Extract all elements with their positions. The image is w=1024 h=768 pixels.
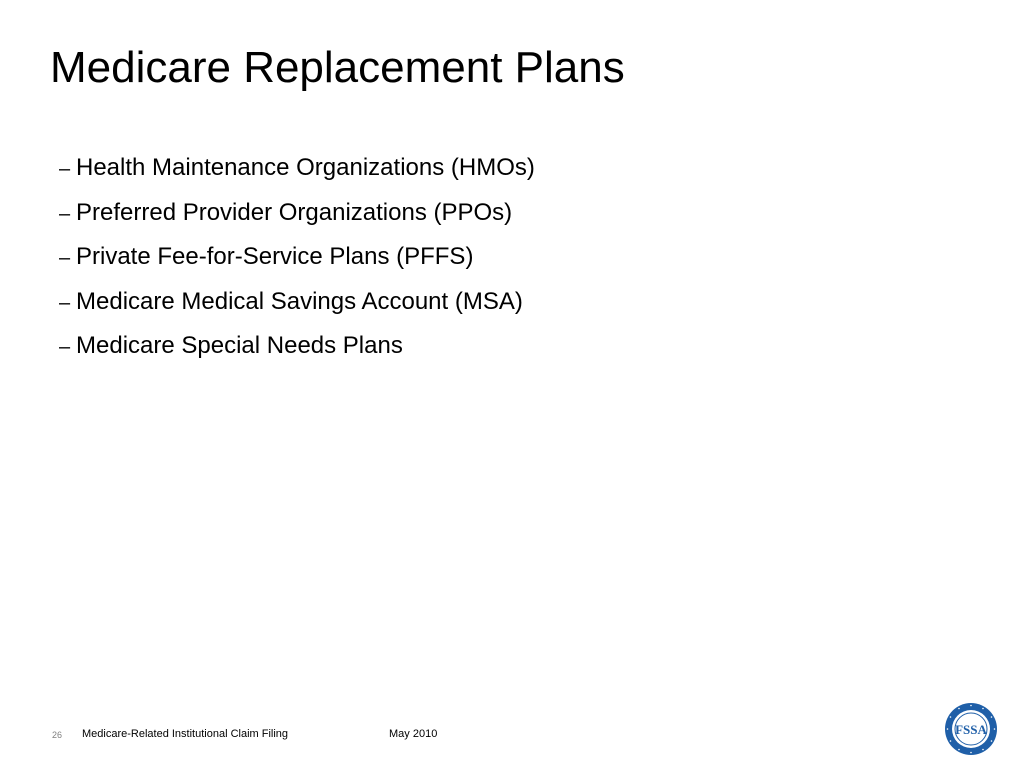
slide-footer	[0, 726, 1024, 746]
list-item	[59, 199, 535, 244]
list-item	[59, 243, 535, 288]
bullet-marker: –	[59, 158, 71, 180]
footer-title: Medicare-Related Institutional Claim Filing	[82, 728, 289, 740]
bullet-list	[59, 154, 535, 377]
bullet-marker: –	[59, 336, 71, 358]
bullet-marker: –	[59, 247, 71, 269]
list-item	[59, 288, 535, 333]
bullet-text: Health Maintenance Organizations (HMOs)	[76, 154, 535, 181]
footer-date: May 2010	[389, 728, 438, 740]
list-item	[59, 332, 535, 377]
bullet-text: Medicare Medical Savings Account (MSA)	[76, 287, 523, 315]
bullet-text: Preferred Provider Organizations (PPOs)	[76, 198, 513, 226]
slide-title: Medicare Replacement Plans	[50, 43, 625, 92]
bullet-marker: –	[59, 202, 71, 225]
bullet-marker: –	[59, 291, 71, 314]
bullet-text: Private Fee-for-Service Plans (PFFS)	[76, 243, 474, 270]
seal-text: FSSA	[955, 722, 987, 737]
fssa-seal-icon	[943, 701, 999, 757]
page-number: 26	[52, 730, 63, 740]
list-item	[59, 154, 535, 199]
bullet-text: Medicare Special Needs Plans	[76, 332, 403, 359]
